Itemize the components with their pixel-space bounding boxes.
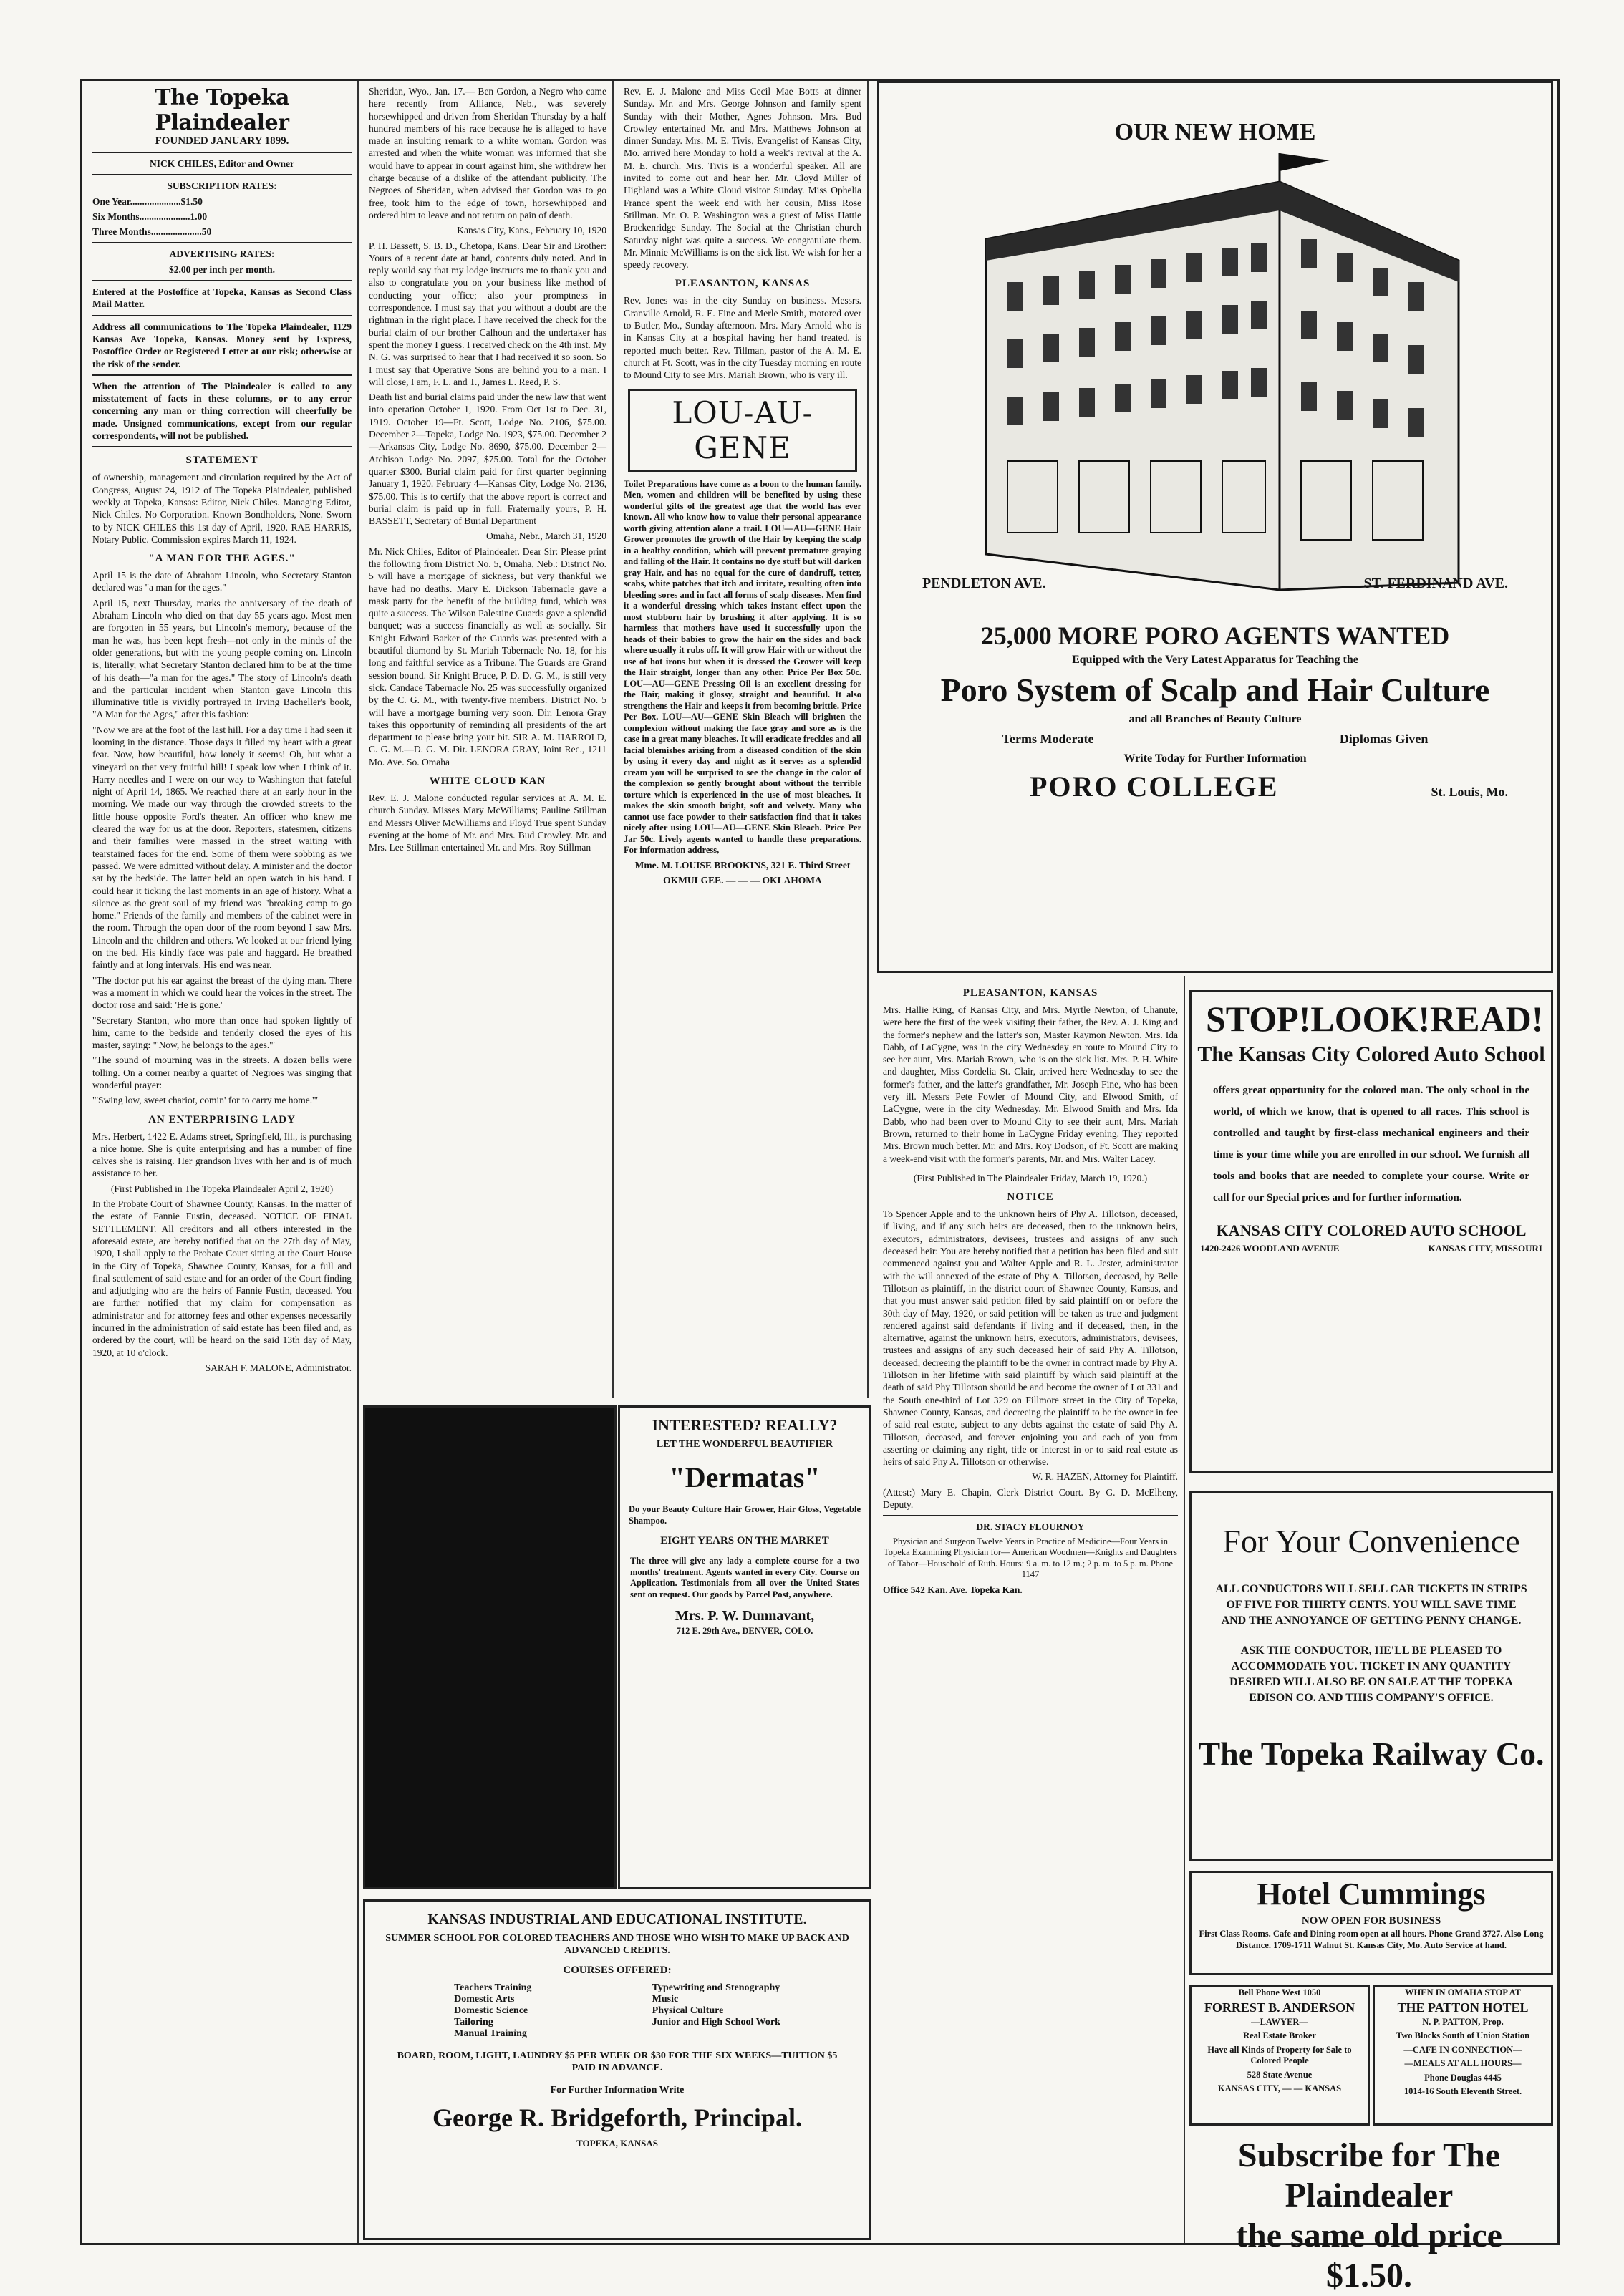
editor-line: NICK CHILES, Editor and Owner [150, 158, 294, 169]
patton-name: THE PATTON HOTEL [1397, 2000, 1529, 2015]
founded-line: FOUNDED JANUARY 1899. [155, 135, 289, 147]
hotel-cummings-name: Hotel Cummings [1257, 1876, 1486, 1912]
poro-terms: Terms Moderate [1002, 732, 1094, 746]
statement-text: of ownership, management and circulation required by the Act of Congress, August 24, 1912 of The Topeka Plaindealer, published weekly at Topeka, Kansas: Editor, Nick Chiles. Managing Editor, Nick Chiles. No Corporation. Known Bondholders, None. Sworn to by NICK CHILES this 1st day of April, 1920. RAE HARRIS, Notary Public. Commission expires March 11, 1924. [92, 472, 352, 545]
institute-summer: SUMMER SCHOOL FOR COLORED TEACHERS AND THOSE WHO WISH TO MAKE UP BACK AND ADVANCED CREDITS. [385, 1933, 849, 1957]
white-cloud-heading: WHITE CLOUD KAN [429, 775, 546, 788]
pleasanton2-text: Mrs. Hallie King, of Kansas City, and Mrs. Myrtle Newton, of Chanute, were here the first of the week visiting their father, the Rev. A. J. King and the former's nephew and the latter's son, Master Raymon Newton. Mrs. Ida Dabb, of LaCygne, was in the city Wednesday en route to Mound City to see her aunt, Mrs. Mariah Brown, who is on the sick list. Mrs. P. H. White and daughter, Miss Cordelia St. Clair, arrived here Wednesday to see the former's father, and the latter's grandfather, Mr. Joseph Fine, who has been very ill. Messrs Pete Fowler of Mound City, and Elwood Smith, of LaCygne, were in the city Wednesday. Mr. Elwood Smith and Mrs. Ida Dabb, who had been over to Mound City to see their aunt, Mrs. Mariah Brown, returned to their home in LaCygne Friday evening. They reported Mrs. Brown much better. Mr. and Mrs. Roy Dodson, of Ft. Scott are making a week-end visit with the former's parents, Mr. and Mrs. Walter Lacey. [883, 1004, 1178, 1164]
patton-meals: —MEALS AT ALL HOURS— [1404, 2058, 1522, 2069]
column-2 [363, 81, 614, 1398]
convenience-p1: ALL CONDUCTORS WILL SELL CAR TICKETS IN STRIPS OF FIVE FOR THIRTY CENTS. YOU WILL SAVE TIME AND THE ANNOYANCE OF GETTING PENNY CHANGE. [1215, 1583, 1527, 1627]
topeka-railway-ad [1189, 1491, 1553, 1861]
column-3 [618, 81, 869, 1398]
poro-college-city: St. Louis, Mo. [1431, 785, 1508, 799]
hotel-cummings-ad [1189, 1871, 1553, 1975]
dermatas-products: Do your Beauty Culture Hair Grower, Hair Gloss, Vegetable Shampoo. [629, 1504, 861, 1526]
anderson-phone: Bell Phone West 1050 [1238, 1987, 1321, 1997]
dermatas-who: Mrs. P. W. Dunnavant, [675, 1608, 815, 1624]
poro-equipped-line: Equipped with the Very Latest Apparatus for Teaching the [1072, 654, 1358, 666]
tillotson-attorney: W. R. HAZEN, Attorney for Plaintiff. [1032, 1471, 1178, 1483]
course-item: Tailoring [454, 2016, 493, 2028]
anderson-lawyer: —LAWYER— [1251, 2016, 1308, 2027]
settlement-signer: SARAH F. MALONE, Administrator. [205, 1362, 352, 1373]
entered-notice: Entered at the Postoffice at Topeka, Kansas as Second Class Mail Matter. [92, 286, 352, 310]
pleasanton-text: Rev. Jones was in the city Sunday on business. Messrs. Granville Arnold, R. E. Fine and Merle Smith, motored over to Butler, Mo., Sunday afternoon. Mrs. Mary Arnold who is in Kansas City at a hospital having her hand treated, is reported much better. Rev. Tillman, pastor of the A. M. E. church at Ft. Scott, was in the city Tuesday morning en route to Mound City to see Mrs. Mariah Brown, who is very ill. [624, 295, 861, 381]
advertising-heading: ADVERTISING RATES: [169, 248, 275, 260]
dermatas-ad [618, 1405, 871, 1889]
ferdinand-street-label: ST. FERDINAND AVE. [1363, 576, 1508, 591]
dermatas-eight: EIGHT YEARS ON THE MARKET [660, 1535, 829, 1546]
institute-courses-heading: COURSES OFFERED: [563, 1964, 672, 1976]
auto-school-title: The Kansas City Colored Auto School [1197, 1042, 1545, 1066]
lincoln-para: "The sound of mourning was in the streets. A dozen bells were tolling. On a corner nearby a quartet of Negroes was singing that wonderful prayer: [92, 1055, 352, 1090]
auto-school-name: KANSAS CITY COLORED AUTO SCHOOL [1216, 1221, 1527, 1239]
dermatas-interested: INTERESTED? REALLY? [652, 1416, 838, 1434]
convenience-heading: For Your Convenience [1222, 1523, 1520, 1559]
subscribe-line1: Subscribe for The Plaindealer [1237, 2136, 1501, 2214]
poro-college-name: PORO COLLEGE [1030, 770, 1279, 803]
statement-heading: STATEMENT [185, 455, 258, 467]
institute-city: TOPEKA, KANSAS [576, 2137, 658, 2149]
lincoln-para: "Secretary Stanton, who more than once had spoken lightly of him, came to the bedside and tenderly closed the eyes of his master, saying: "'Now, he belongs to the ages.'" [92, 1014, 352, 1051]
flournoy-office: Office 542 Kan. Ave. Topeka Kan. [883, 1584, 1023, 1595]
auto-school-city: KANSAS CITY, MISSOURI [1428, 1243, 1542, 1254]
lincoln-para: "Now we are at the foot of the last hill. For a day time I had seen it looming in the distance. Those days it filled my heart with a great fear. Now, how beautiful, how lonely it seems! Oh, but what a vineyard on that very fruitful hill! I speak low when I think of it. Harry needles and I were on our way to Washington that fateful night of April 14, 1865. We reached there at an early hour in the morning. We made our way through the crowded streets to the little house opposite Ford's theater. An officer who knew me cleared the way for us at the door. Reporters, statesmen, citizens and their families were massed in the street waiting with tearstained faces for the end. Some of them were sobbing as we passed. We were admitted without delay. A minister and the doctor sat by the bedside. The latter held an open watch in his hand. I could hear it ticking the last moments in an age of history. What a silence as the great soul of my friend was "breaking camp to go home." Friends of the family and members of the cabinet were in the room. Through the open door of the room beyond I saw Mrs. Lincoln and the children and others. We looked at our friend lying on the bed. His kindly face was pale and haggard. He breathed faintly and at long intervals. His end was near. [92, 724, 352, 971]
read-word: READ! [1430, 999, 1544, 1039]
railway-company: The Topeka Railway Co. [1198, 1735, 1545, 1772]
lincoln-para: April 15 is the date of Abraham Lincoln, who Secretary Stanton declared was "a man for the ages." [92, 570, 352, 594]
newspaper-page [80, 79, 1560, 2295]
anderson-name: FORREST B. ANDERSON [1204, 2000, 1355, 2015]
hotel-cummings-text: First Class Rooms. Cafe and Dining room open at all hours. Phone Grand 3727. Also Long Distance. 1709-1711 Walnut St. Kansas City, Mo. Auto Service at hand. [1199, 1929, 1544, 1950]
lady-text: Mrs. Herbert, 1422 E. Adams street, Springfield, Ill., is purchasing a nice home. She is quite enterprising and has a number of fine calves she is raising. Her grandson lives with her and is of much assistance to her. [92, 1130, 352, 1179]
poro-system-heading: Poro System of Scalp and Hair Culture [940, 672, 1490, 708]
tillotson-heading: NOTICE [1007, 1191, 1054, 1203]
course-item: Physical Culture [652, 2005, 724, 2016]
tillotson-text: To Spencer Apple and to the unknown heirs of Phy A. Tillotson, deceased, if living, and if any such heirs are deceased, then to the unknown heirs, executors, administrators, devisees, trustees and assigns of any such deceased heir: You are hereby notified that a petition has been filed and suit commenced against you and Walter Apple and R. L. Jester, administrator with the will annexed of the estate of Phy A. Tillotson, deceased, by Belle Tillotson as plaintiff, in the district court of Shawnee County, Kansas, and that you must answer said petition filed by said plaintiff on or before the 30th day of May, 1920, or said petition will be taken as true and judgment rendered against said defendants if living and if deceased, then, in the alternative, against the unknown heirs, executors, administrators, devisees, trustees and assigns of any such deceased heir of said Phy A. Tillotson, deceased, decreeing the plaintiff to be the owner in contract made by Phy A. Tillotson in her lifetime with said plaintiff by which said plaintiff at the death of said Phy Tillotson should be and become the owner of Lot 331 and the South one-third of Lot 329 on Fillmore street in the City of Topeka, Shawnee County, Kansas, and decreeing the plaintiff to be the owner in fee of said real estate, subject to any debts against the estate of said Phy A. Tillotson, deceased, and forever enjoining you and each of you from asserting or claiming any right, title or interest in or to said real estate as heirs of said Phy A. Tillotson or otherwise. [883, 1208, 1178, 1468]
sheridan-article: Sheridan, Wyo., Jan. 17.— Ben Gordon, a Negro who came here recently from Alliance, Neb., was severely horsewhipped and driven from Sheridan Thursday by a half hundred members of his race because he is alleged to have made an insulting remark to a white woman. Gordon was arrested and when the white woman was informed that she would have to appear in court against him, she withdrew her charge because of a dislike of the attendant publicity. The Negroes of Sheridan, when advised that Gordon was to go free, took him to the edge of town, horsewhipped and ordered him to leave and not return on pain of death. [369, 86, 606, 221]
auto-school-address: 1420-2426 WOODLAND AVENUE [1200, 1243, 1340, 1254]
kc-letter-dateline: Kansas City, Kans., February 10, 1920 [457, 225, 606, 236]
course-item: Teachers Training [454, 1982, 532, 1993]
dermatas-let: LET THE WONDERFUL BEAUTIFIER [656, 1439, 833, 1450]
patton-phone: Phone Douglas 4445 [1424, 2072, 1502, 2083]
our-new-home-heading: OUR NEW HOME [1114, 119, 1316, 145]
auto-school-body: offers great opportunity for the colored man. The only school in the world, of which we know, that is opened to all races. This school is controlled and taught by first-class mechanical engineers and their time is your time while you are enrolled in our school. We furnish all tools and books that are needed to complete your course. Write or call for our Special prices and for further information. [1213, 1085, 1529, 1203]
pendleton-street-label: PENDLETON AVE. [922, 576, 1046, 591]
address-notice: Address all communications to The Topeka Plaindealer, 1129 Kansas Ave Topeka, Kansas. Money sent by Express, Postoffice Order or Registered Letter at our risk; otherwise at the risk of the sender. [92, 321, 352, 369]
patton-hotel-ad [1373, 1985, 1553, 2126]
flournoy-text: Physician and Surgeon Twelve Years in Practice of Medicine—Four Years in Topeka Examining Physician for— American Woodmen—Knights and Daughters of Tabor—Household of Ruth. Hours: 9 a. m. to 12 m.; 2 p. m. to 5 p. m. Phone 1147 [884, 1536, 1177, 1580]
course-item: Typewriting and Stenography [652, 1982, 780, 1993]
rate-line: Six Months.....................1.00 [92, 210, 208, 222]
kansas-institute-ad [363, 1899, 871, 2240]
course-item: Manual Training [454, 2028, 527, 2039]
lincoln-para: "'Swing low, sweet chariot, comin' for to carry me home.'" [92, 1095, 319, 1106]
poro-building-illustration [943, 153, 1487, 611]
lou-au-gene-signer: Mme. M. LOUISE BROOKINS, 321 E. Third Street [634, 859, 851, 871]
auto-school-ad [1189, 990, 1553, 1473]
tillotson-attest: (Attest:) Mary E. Chapin, Clerk District Court. By G. D. McElheny, Deputy. [883, 1486, 1178, 1510]
tillotson-pubnote: (First Published in The Plaindealer Friday, March 19, 1920.) [913, 1172, 1148, 1183]
pleasanton-heading: PLEASANTON, KANSAS [675, 278, 811, 290]
look-word: LOOK! [1310, 999, 1431, 1039]
patton-when: WHEN IN OMAHA STOP AT [1404, 1987, 1522, 1997]
patton-cafe: —CAFE IN CONNECTION— [1403, 2044, 1522, 2055]
kc-letter: P. H. Bassett, S. B. D., Chetopa, Kans. Dear Sir and Brother: Yours of a recent date at hand, contents duly noted. And in reply would say that my lodge instructs me to thank you and also to congratulate you on your business like method of conducting your office; also your promptness in correspondence. I must say that you without a doubt are the rightman in the right place. I have received the check for the burial claim of our brother Calhoun and the undertaker has spent the money I guess. I received check on the 4th inst. My N. G. was surprised to hear that I had received it so soon. So I must say that Operative Sons are behind you to a man. I will close, I am, F. L. and T., James L. Reed, P. S. [369, 240, 606, 387]
lady-heading: AN ENTERPRISING LADY [148, 1113, 296, 1125]
patton-address: 1014-16 South Eleventh Street. [1403, 2086, 1522, 2097]
institute-title: KANSAS INDUSTRIAL AND EDUCATIONAL INSTITUTE. [427, 1912, 807, 1927]
settlement-pubnote: (First Published in The Topeka Plaindealer April 2, 1920) [110, 1183, 334, 1194]
flournoy-name: DR. STACY FLOURNOY [976, 1521, 1085, 1533]
convenience-p2: ASK THE CONDUCTOR, HE'LL BE PLEASED TO ACCOMMODATE YOU. TICKET IN ANY QUANTITY DESIRED WILL ALSO BE ON SALE AT THE TOPEKA EDISON CO. AND THIS COMPANY'S OFFICE. [1229, 1645, 1513, 1704]
patton-blocks: Two Blocks South of Union Station [1396, 2030, 1530, 2041]
settlement-text: In the Probate Court of Shawnee County, Kansas. In the matter of the estate of Fannie Fustin, deceased. NOTICE OF FINAL SETTLEMENT. All creditors and all others interested in the aforesaid estate, are hereby notified that on the 27th day of May, 1920, I shall apply to the Probate Court sitting at the Court House in the City of Topeka, Shawnee County, Kansas, for a full and final settlement of said estate and for an order of the Court finding and adjudging who are the heirs of Fannie Fustin, deceased. You are further notified that my claim for compensation as administrator and for attorney fees and other expenses necessarily incurred in the administration of said estate has been filed and, as ordered by the court, will be heard on the said 13th day of May, 1920, at 10 o'clock. [92, 1198, 352, 1358]
course-item: Domestic Arts [454, 1993, 515, 2005]
pleasanton2-heading: PLEASANTON, KANSAS [962, 987, 1098, 999]
course-item: Music [652, 1993, 679, 2005]
white-cloud-text: Rev. E. J. Malone conducted regular services at A. M. E. church Sunday. Misses Mary McWilliams; Pauline Stillman and Messrs Oliver McWilliams and Floyd True spent Sunday evening at the home of Mr. and Mrs. Bud Crowley. Mr. and Mrs. Lee Stillman entertained Mr. and Mrs. Roy Stillman [369, 793, 606, 853]
dermatas-name: "Dermatas" [669, 1461, 821, 1493]
course-item: Domestic Science [454, 2005, 528, 2016]
dermatas-address: 712 E. 29th Ave., DENVER, COLO. [676, 1625, 813, 1636]
subscribe-banner [1189, 2136, 1549, 2296]
dermatas-body: The three will give any lady a complete course for a two months' treatment. Agents wanted in every City. Course on Application. Testimonials from all over the United States sent on request. Our goods by Parcel Post, anywhere. [630, 1556, 859, 1599]
anderson-real: Real Estate Broker [1243, 2030, 1316, 2041]
lou-au-gene-logo: LOU-AU-GENE [628, 389, 857, 472]
poro-wanted-heading: 25,000 MORE PORO AGENTS WANTED [980, 621, 1450, 650]
rate-line: One Year.....................$1.50 [92, 195, 203, 207]
lou-au-gene-city: OKMULGEE. — — — OKLAHOMA [663, 874, 822, 886]
poro-college-ad [877, 81, 1553, 973]
hotel-cummings-open: NOW OPEN FOR BUSINESS [1301, 1915, 1441, 1927]
poro-diplomas: Diplomas Given [1339, 732, 1429, 746]
portrait-photo [363, 1405, 617, 1889]
advertising-rate: $2.00 per inch per month. [168, 263, 275, 275]
masthead-title: The Topeka Plaindealer [155, 85, 289, 135]
subscription-heading: SUBSCRIPTION RATES: [167, 180, 277, 192]
institute-board: BOARD, ROOM, LIGHT, LAUNDRY $5 PER WEEK OR $30 FOR THE SIX WEEKS—TUITION $5 PAID IN ADVANCE. [397, 2050, 838, 2074]
rate-line: Three Months.....................50 [92, 226, 212, 238]
institute-further: For Further Information Write [550, 2085, 685, 2096]
institute-principal: George R. Bridgeforth, Principal. [432, 2103, 802, 2132]
lincoln-para: April 15, next Thursday, marks the anniversary of the death of Abraham Lincoln who died on that day 55 years ago. Most men are forgotten in 55 years, but Lincoln's memory, because of the man he was, has been kept fresh—not only in the minds of the older generations, but with the young people coming on. Lincoln is, literally, what Secretary Stanton declared him to be at the time of his death—"a man for the ages." The story of Lincoln's death and the particular incident when Stanton gave Lincoln this illuminative title is vividly portrayed in Irving Bacheller's book, "A Man for the Ages," after this fashion: [92, 597, 352, 720]
anderson-ad [1189, 1985, 1370, 2126]
poro-branches-line: and all Branches of Beauty Culture [1128, 713, 1302, 725]
anderson-city: KANSAS CITY, — — KANSAS [1217, 2083, 1342, 2094]
anderson-have: Have all Kinds of Property for Sale to Colored People [1207, 2044, 1352, 2066]
white-cloud-continued: Rev. E. J. Malone and Miss Cecil Mae Botts at dinner Sunday. Mr. and Mrs. George Johnson and family spent Sunday with their Mother, Agnes Johnson. Mrs. Bud Crowley entertained Mr. and Mrs. Matthews Johnson at dinner Sunday. Mrs. M. E. Tivis, Evangelist of Kansas City, Mo. arrived here Monday to hold a week's revival at the A. M. E. church. Mrs. Tivis is a wonderful speaker. All are invited to come out and hear her. Mr. Cloyd Miller of Highland was a White Cloud visitor Sunday. Miss Ophelia France spent the week end with her cousin, Miss Rose Stillman. Mr. O. P. Washington was a guest of Miss Hattie Brackenridge Sunday. The Social at the Christian church Saturday night was quite a success. We congratulate them. Mr. Minnie McWilliams is on the sick list. We wish for her a speedy recovery. [624, 86, 861, 271]
stop-word: STOP! [1206, 999, 1311, 1039]
course-item: Junior and High School Work [652, 2016, 780, 2028]
column-1 [87, 81, 359, 2243]
lincoln-para: "The doctor put his ear against the breast of the dying man. There was a moment in which we could hear the voices in the street. The doctor rose and said: 'He is gone.' [92, 974, 352, 1011]
correction-notice: When the attention of The Plaindealer is called to any misstatement of facts in these columns, or to any error concerning any man or thing correction will cheerfully be made. Unsigned communications, except from our regular correspondents, will not be published. [92, 380, 352, 442]
patton-prop: N. P. PATTON, Prop. [1422, 2016, 1504, 2027]
lincoln-heading: "A MAN FOR THE AGES." [148, 553, 296, 565]
omaha-letter: Mr. Nick Chiles, Editor of Plaindealer. Dear Sir: Please print the following from District No. 5, Omaha, Neb.: District No. 5 will have a mortgage of sickness, but very thankful we have had no deaths. Mary E. Dickson Tabernacle gave a mask party for the benefit of the building fund, which was quite a success. The Wilson Palestine Guards gave a splendid banquet; was a success financially as well as socially. Sir Knight Edward Barker of the Guards was presented with a beautiful diamond by St. Mariah Tabernacle No. 18, for his long and faithful service as a Tribune. The Guards are Grand session bound. Sir Knight Bruce, P. D. D. G. M., is still very sick. Candace Tabernacle No. 25 was successfully organized by the C. G. M., with twenty-five members. District No. 5 will have a mortgage burning very soon. Dir. Lenora Gray takes this opportunity of reminding all presidents of the art department to please bring your bit. SIR A. M. HARROLD, C. G. M.—D. G. M. Dir. LENORA GRAY, Joint Rec., 1211 Mo. Ave. So. Omaha [369, 546, 606, 767]
death-list: Death list and burial claims paid under the new law that went into operation October 1, 1920. From Oct 1st to Dec. 31, 1919. October 19—Ft. Scott, Lodge No. 2106, $75.00. December 2—Topeka, Lodge No. 1923, $75.00. December 2—Arkansas City, Lodge No. 8690, $75.00. December 2—Atchison Lodge No. 2097, $75.00. Total for the October quarter $300. Burial claim paid for first quarter beginning January 1, 1920. February 4—Kansas City, Lodge No. 2136, $75.00. This is to certify that the above report is correct and burial claim is paid up in full. Fraternally yours, P. H. BASSETT, Secretary of Burial Department [369, 392, 606, 527]
lou-au-gene-text: Toilet Preparations have come as a boon to the human family. Men, women and children will be benefited by using these wonderful gifts of the greatest age that the world has ever known. All who know how to value their personal appearance worth giving attention alone a trail. LOU—AU—GENE Hair Grower promotes the growth of the Hair by keeping the scalp in a healthy condition, which will prevent premature graying and falling of the Hair. It contains no dye stuff but will darken gray Hair, and has no equal for the cure of dandruff, tetter, scabs, white patches that itch and irritate, resulting often into bleeding sores and in fact all forms of scalp diseases. Men find it a wonderful dressing which takes instant effect upon the most stubborn hair by brushing it after applying. It is so harmless that mothers have used it successfully upon the heads of their babies to grow the hair on the sides and back where usually it rubs off. It will grow Hair with or without the use of hot irons but when it is dressed the Grower will keep the Hair straight, longer than any other. Price Per Box 50c. LOU—AU—GENE Pressing Oil is an excellent dressing for the Hair, making it glossy, straight and beautiful. It also strengthens the Hair and keeps it from becoming brittle. Price Per Box. LOU—AU—GENE Skin Bleach will brighten the complexion without making the face gray and sore as is the case in a great many bleaches. It will eradicate freckles and all facial blemishes arising from a diseased condition of the skin by using it every day and night as it serves as a splendid cream you will be surprised to see the change in the color of the complexion so gently brought about without the terrible torture which is experienced in the use of most bleaches. It makes the skin smooth bright, soft and velvety. Many who cannot use face powder to their satisfaction find that it takes nicely after using LOU—AU—GENE Skin Bleach. Price Per Jar 50c. Lively agents wanted to handle these preparations. For information address, [624, 478, 861, 856]
anderson-address: 528 State Avenue [1247, 2069, 1313, 2080]
poro-write-line: Write Today for Further Information [1123, 752, 1307, 765]
subscribe-line2: the same old price $1.50. [1236, 2217, 1502, 2295]
omaha-dateline: Omaha, Nebr., March 31, 1920 [486, 531, 606, 542]
column-4 [877, 976, 1185, 2243]
